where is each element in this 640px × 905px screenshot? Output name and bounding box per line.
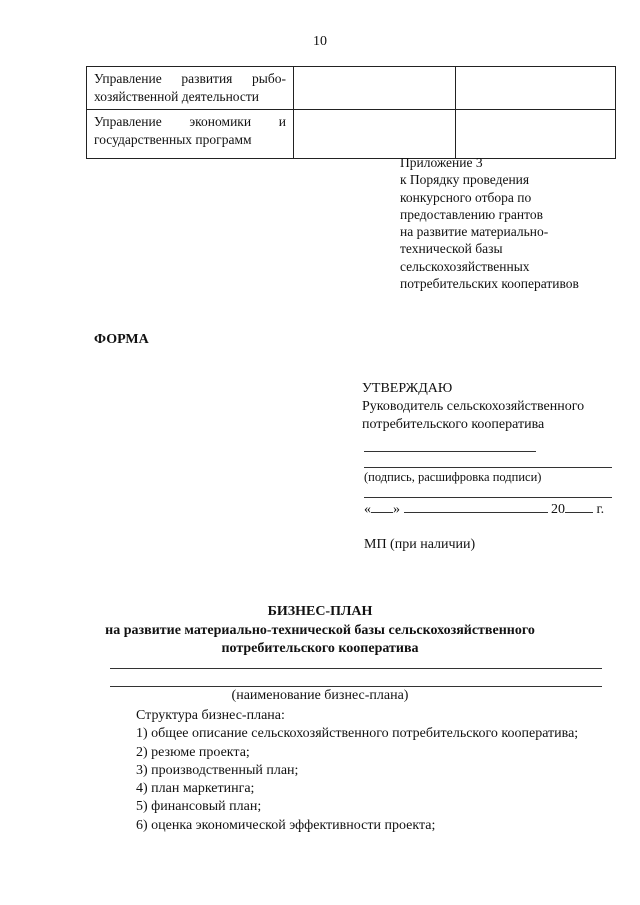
- signature-line: [364, 467, 612, 468]
- approval-line: Руководитель сельскохозяйственного: [362, 399, 585, 414]
- structure-heading: Структура бизнес-плана:: [136, 708, 285, 723]
- year-blank: [565, 500, 593, 513]
- plan-name-caption: (наименование бизнес-плана): [231, 688, 409, 703]
- department-name: Управление экономики и государственных программ: [87, 110, 294, 159]
- signature-table: [86, 66, 616, 159]
- appendix-line: потребительских кооперативов: [400, 276, 579, 292]
- plan-title: БИЗНЕС-ПЛАН: [267, 604, 373, 619]
- date-quote-close: »: [393, 502, 400, 517]
- plan-structure: [136, 707, 578, 835]
- page-number: 10: [313, 34, 327, 49]
- appendix-line: сельскохозяйственных: [400, 258, 530, 274]
- plan-name-line: [110, 668, 602, 669]
- appendix-line: конкурсного отбора по: [400, 189, 532, 205]
- year-suffix: г.: [596, 502, 605, 517]
- approval-date: [364, 500, 604, 518]
- list-item: 5) финансовый план;: [136, 799, 262, 815]
- plan-subtitle: на развитие материально-технической базы сельскохозяйственного: [105, 623, 535, 638]
- table-row: [87, 110, 616, 159]
- list-item: 3) производственный план;: [136, 762, 299, 778]
- appendix-line: к Порядку проведения: [400, 172, 530, 188]
- plan-name-line: [110, 686, 602, 687]
- list-item: 4) план маркетинга;: [136, 781, 255, 797]
- date-top-line: [364, 497, 612, 498]
- appendix-line: на развитие материально-: [400, 224, 549, 240]
- list-item: 6) оценка экономической эффективности проекта;: [136, 817, 436, 833]
- seal-note: МП (при наличии): [364, 537, 476, 552]
- approval-heading: УТВЕРЖДАЮ: [362, 381, 453, 396]
- signature-caption: (подпись, расшифровка подписи): [364, 470, 542, 484]
- approval-line: потребительского кооператива: [362, 417, 545, 432]
- list-item: 2) резюме проекта;: [136, 744, 250, 760]
- signature-line-short: [364, 451, 536, 452]
- appendix-line: технической базы: [400, 241, 503, 257]
- table-row: [87, 67, 616, 110]
- appendix-note: [400, 154, 630, 292]
- list-item: 1) общее описание сельскохозяйственного потребительского кооператива;: [136, 726, 579, 742]
- form-label: ФОРМА: [94, 332, 149, 347]
- signature-cell: [294, 67, 456, 110]
- year-prefix: 20: [551, 502, 565, 517]
- appendix-line: Приложение 3: [400, 155, 483, 170]
- plan-subtitle: потребительского кооператива: [221, 641, 419, 656]
- date-cell: [456, 110, 616, 159]
- appendix-line: предоставлению грантов: [400, 206, 543, 222]
- date-cell: [456, 67, 616, 110]
- department-name: Управление развития рыбо-хозяйственной деятельности: [87, 67, 294, 110]
- month-blank: [404, 500, 548, 513]
- day-blank: [371, 500, 393, 513]
- approval-block: [362, 380, 622, 434]
- signature-cell: [294, 110, 456, 159]
- date-quote-open: «: [364, 502, 371, 517]
